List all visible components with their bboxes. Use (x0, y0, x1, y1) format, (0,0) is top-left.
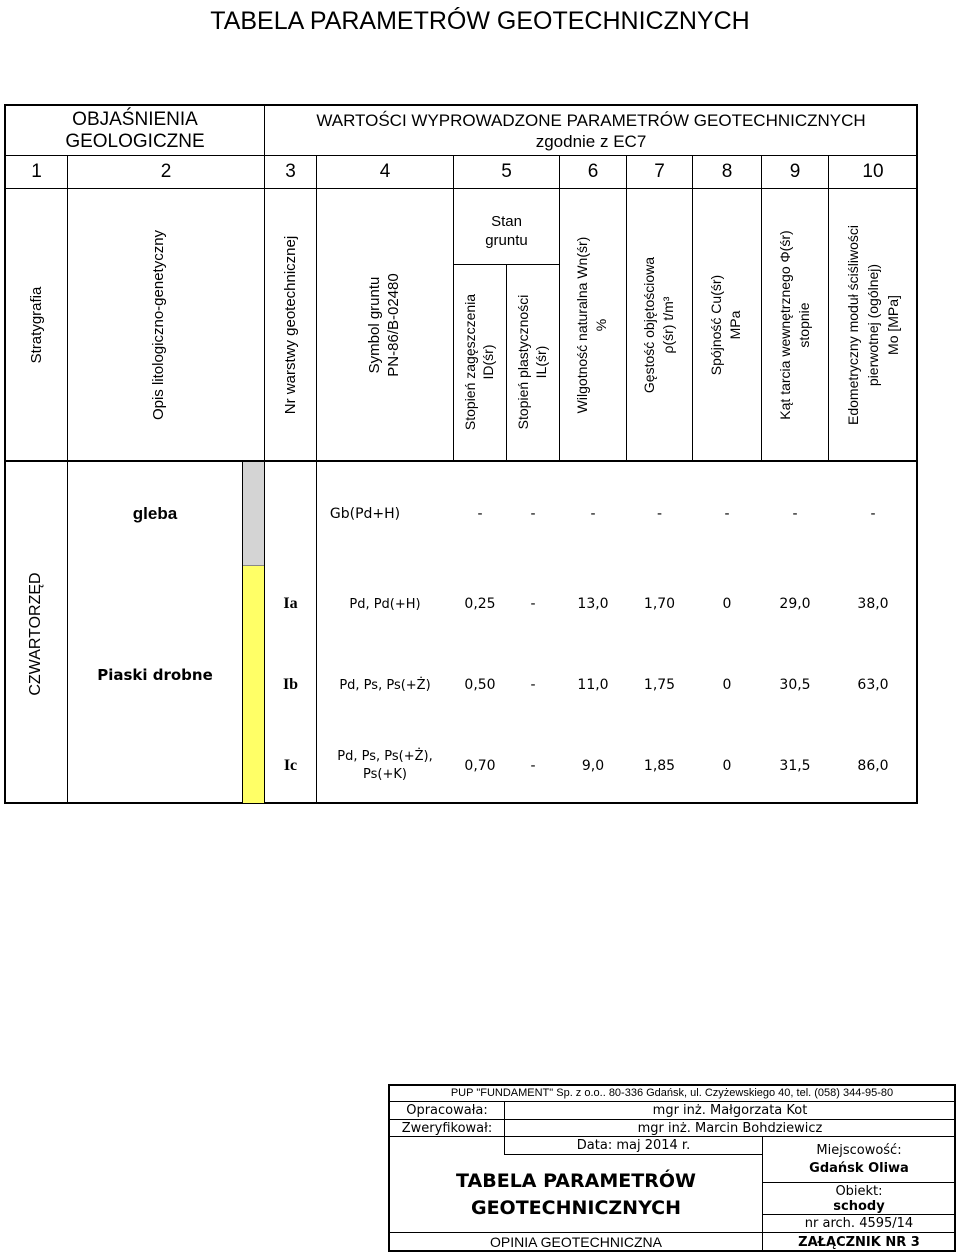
cell: - (870, 506, 876, 522)
gleba-symbol: Gb(Pd+H) (329, 506, 401, 522)
attachment-number: ZAŁĄCZNIK NR 3 (798, 1234, 920, 1250)
col-header-phi: Kąt tarcia wewnętrznego Φ(śr) stopnie (777, 230, 812, 420)
date-label: Data: maj 2014 r. (576, 1138, 691, 1153)
object-block: Obiekt: schody (833, 1183, 885, 1214)
table-row-gleba (0, 498, 960, 530)
cell: 30,5 (779, 677, 811, 693)
cell: - (656, 506, 663, 522)
cell: 9,0 (581, 758, 605, 774)
table-row-ic (0, 744, 960, 788)
verified-by-value: mgr inż. Marcin Bohdziewicz (637, 1120, 823, 1136)
cell: - (530, 758, 536, 774)
cell: - (530, 506, 536, 522)
col-header-id: Stopień zagęszczenia ID(śr) (462, 293, 496, 431)
layer-number: Ib (282, 676, 299, 693)
cell: - (530, 596, 536, 612)
symbol-cell: Pd, Ps, Ps(+Ż), Ps(+K) (337, 749, 433, 782)
document-title: TABELA PARAMETRÓW GEOTECHNICZNYCH (456, 1170, 696, 1219)
col-number-5: 5 (501, 161, 512, 182)
stratigraphy-label: CZWARTORZĘD (27, 572, 44, 696)
cell: 0,25 (464, 596, 496, 612)
col-number-4: 4 (379, 161, 391, 182)
verified-by-label: Zweryfikował: (401, 1120, 493, 1136)
cell: 86,0 (857, 758, 889, 774)
symbol-cell: Pd, Pd(+H) (349, 596, 421, 612)
cell: - (724, 506, 730, 522)
cell: 0 (722, 596, 732, 612)
cell: - (530, 677, 536, 693)
col-header-rho: Gęstość objętościowa ρ(śr) t/m³ (641, 256, 676, 394)
col-header-opis: Opis litologiczno-genetyczny (149, 229, 167, 421)
col-header-symbol: Symbol gruntu PN-86/B-02480 (366, 273, 402, 377)
cell: 13,0 (577, 596, 609, 612)
page-title: TABELA PARAMETRÓW GEOTECHNICZNYCH (210, 6, 750, 35)
symbol-cell: Pd, Ps, Ps(+Ż) (339, 677, 431, 693)
col-number-8: 8 (721, 161, 733, 182)
col-header-cu: Spójność Cu(śr) MPa (708, 274, 743, 376)
location-block: Miejscowość: Gdańsk Oliwa (809, 1143, 909, 1176)
cell: 63,0 (857, 677, 889, 693)
cell: 31,5 (779, 758, 811, 774)
cell: 1,70 (643, 596, 676, 612)
col-number-1: 1 (31, 161, 42, 182)
header-derived-values: WARTOŚCI WYPROWADZONE PARAMETRÓW GEOTECHNICZNYCH zgodnie z EC7 (316, 110, 866, 151)
table-row-ib (0, 669, 960, 701)
col-header-wn: Wilgotność naturalna Wn(śr) % (574, 236, 609, 414)
cell: 0,70 (464, 758, 496, 774)
col-number-6: 6 (587, 161, 599, 182)
layer-number: Ia (283, 595, 298, 612)
col-number-2: 2 (160, 161, 172, 182)
header-explanations: OBJAŚNIENIA GEOLOGICZNE (65, 108, 205, 152)
cell: 1,85 (643, 758, 676, 774)
col-number-9: 9 (789, 161, 801, 182)
prepared-by-label: Opracowała: (406, 1103, 488, 1118)
cell: 0,50 (464, 677, 496, 693)
col-number-3: 3 (285, 161, 296, 182)
col-header-nr-warstwy: Nr warstwy geotechnicznej (281, 235, 299, 415)
archive-number: nr arch. 4595/14 (804, 1216, 914, 1231)
col-header-stan: Stan gruntu (485, 213, 528, 249)
document-type: OPINIA GEOTECHNICZNA (490, 1234, 662, 1250)
cell: - (477, 506, 483, 522)
layer-number: Ic (283, 757, 298, 774)
col-header-mo: Edometryczny moduł ściśliwości pierwotnej (ogólnej) Mo [MPa] (845, 225, 901, 425)
company-info: PUP "FUNDAMENT" Sp. z o.o.. 80-336 Gdańsk, ul. Czyżewskiego 40, tel. (058) 344-95-80 (450, 1087, 894, 1099)
cell: - (792, 506, 798, 522)
piaski-label: Piaski drobne (97, 666, 213, 684)
col-header-stratygrafia: Stratygrafia (27, 286, 45, 364)
table-row-ia (0, 588, 960, 620)
cell: 29,0 (779, 596, 811, 612)
prepared-by-value: mgr inż. Małgorzata Kot (652, 1103, 808, 1118)
cell: 1,75 (643, 677, 676, 693)
cell: 38,0 (857, 596, 889, 612)
cell: 0 (722, 677, 732, 693)
gleba-label: gleba (132, 504, 178, 523)
cell: 11,0 (577, 677, 609, 693)
col-header-il: Stopień plastyczności IL(śr) (515, 294, 549, 430)
cell: 0 (722, 758, 732, 774)
col-number-10: 10 (862, 161, 884, 182)
cell: - (590, 506, 596, 522)
col-number-7: 7 (654, 161, 665, 182)
